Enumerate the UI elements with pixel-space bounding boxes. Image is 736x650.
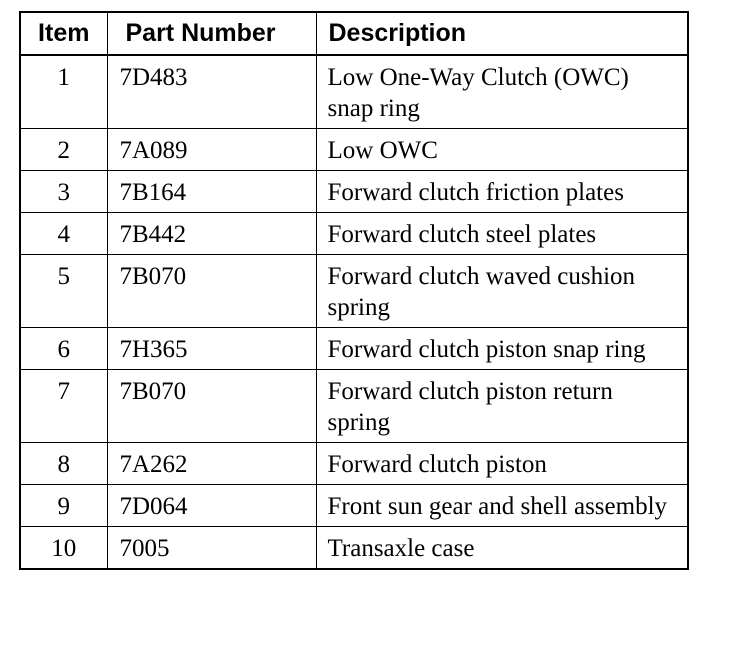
table-row [20, 129, 688, 171]
cell-item: 7 [20, 370, 107, 443]
cell-description: Transaxle case [316, 527, 688, 570]
cell-description: Front sun gear and shell assembly [316, 485, 688, 527]
table-row [20, 370, 688, 443]
table-row [20, 55, 688, 129]
cell-part-number: 7B164 [107, 171, 316, 213]
cell-item: 2 [20, 129, 107, 171]
cell-part-number: 7005 [107, 527, 316, 570]
parts-table [19, 11, 689, 570]
table-row [20, 171, 688, 213]
table-row [20, 213, 688, 255]
cell-item: 4 [20, 213, 107, 255]
cell-part-number: 7B070 [107, 370, 316, 443]
header-row [20, 12, 688, 55]
header-item: Item [20, 12, 107, 55]
cell-description: Forward clutch piston return spring [316, 370, 688, 443]
cell-part-number: 7A262 [107, 443, 316, 485]
cell-part-number: 7B070 [107, 255, 316, 328]
header-part-number: Part Number [107, 12, 316, 55]
cell-part-number: 7H365 [107, 328, 316, 370]
cell-item: 9 [20, 485, 107, 527]
cell-part-number: 7D483 [107, 55, 316, 129]
table-row [20, 328, 688, 370]
cell-item: 1 [20, 55, 107, 129]
cell-description: Forward clutch steel plates [316, 213, 688, 255]
table-row [20, 443, 688, 485]
cell-part-number: 7D064 [107, 485, 316, 527]
header-description: Description [316, 12, 688, 55]
cell-description: Low OWC [316, 129, 688, 171]
cell-description: Low One-Way Clutch (OWC) snap ring [316, 55, 688, 129]
cell-item: 8 [20, 443, 107, 485]
cell-description: Forward clutch waved cushion spring [316, 255, 688, 328]
table-row [20, 255, 688, 328]
cell-description: Forward clutch friction plates [316, 171, 688, 213]
cell-description: Forward clutch piston [316, 443, 688, 485]
cell-part-number: 7B442 [107, 213, 316, 255]
table-row [20, 527, 688, 570]
table-row [20, 485, 688, 527]
cell-item: 10 [20, 527, 107, 570]
cell-item: 5 [20, 255, 107, 328]
cell-part-number: 7A089 [107, 129, 316, 171]
cell-item: 6 [20, 328, 107, 370]
cell-description: Forward clutch piston snap ring [316, 328, 688, 370]
cell-item: 3 [20, 171, 107, 213]
